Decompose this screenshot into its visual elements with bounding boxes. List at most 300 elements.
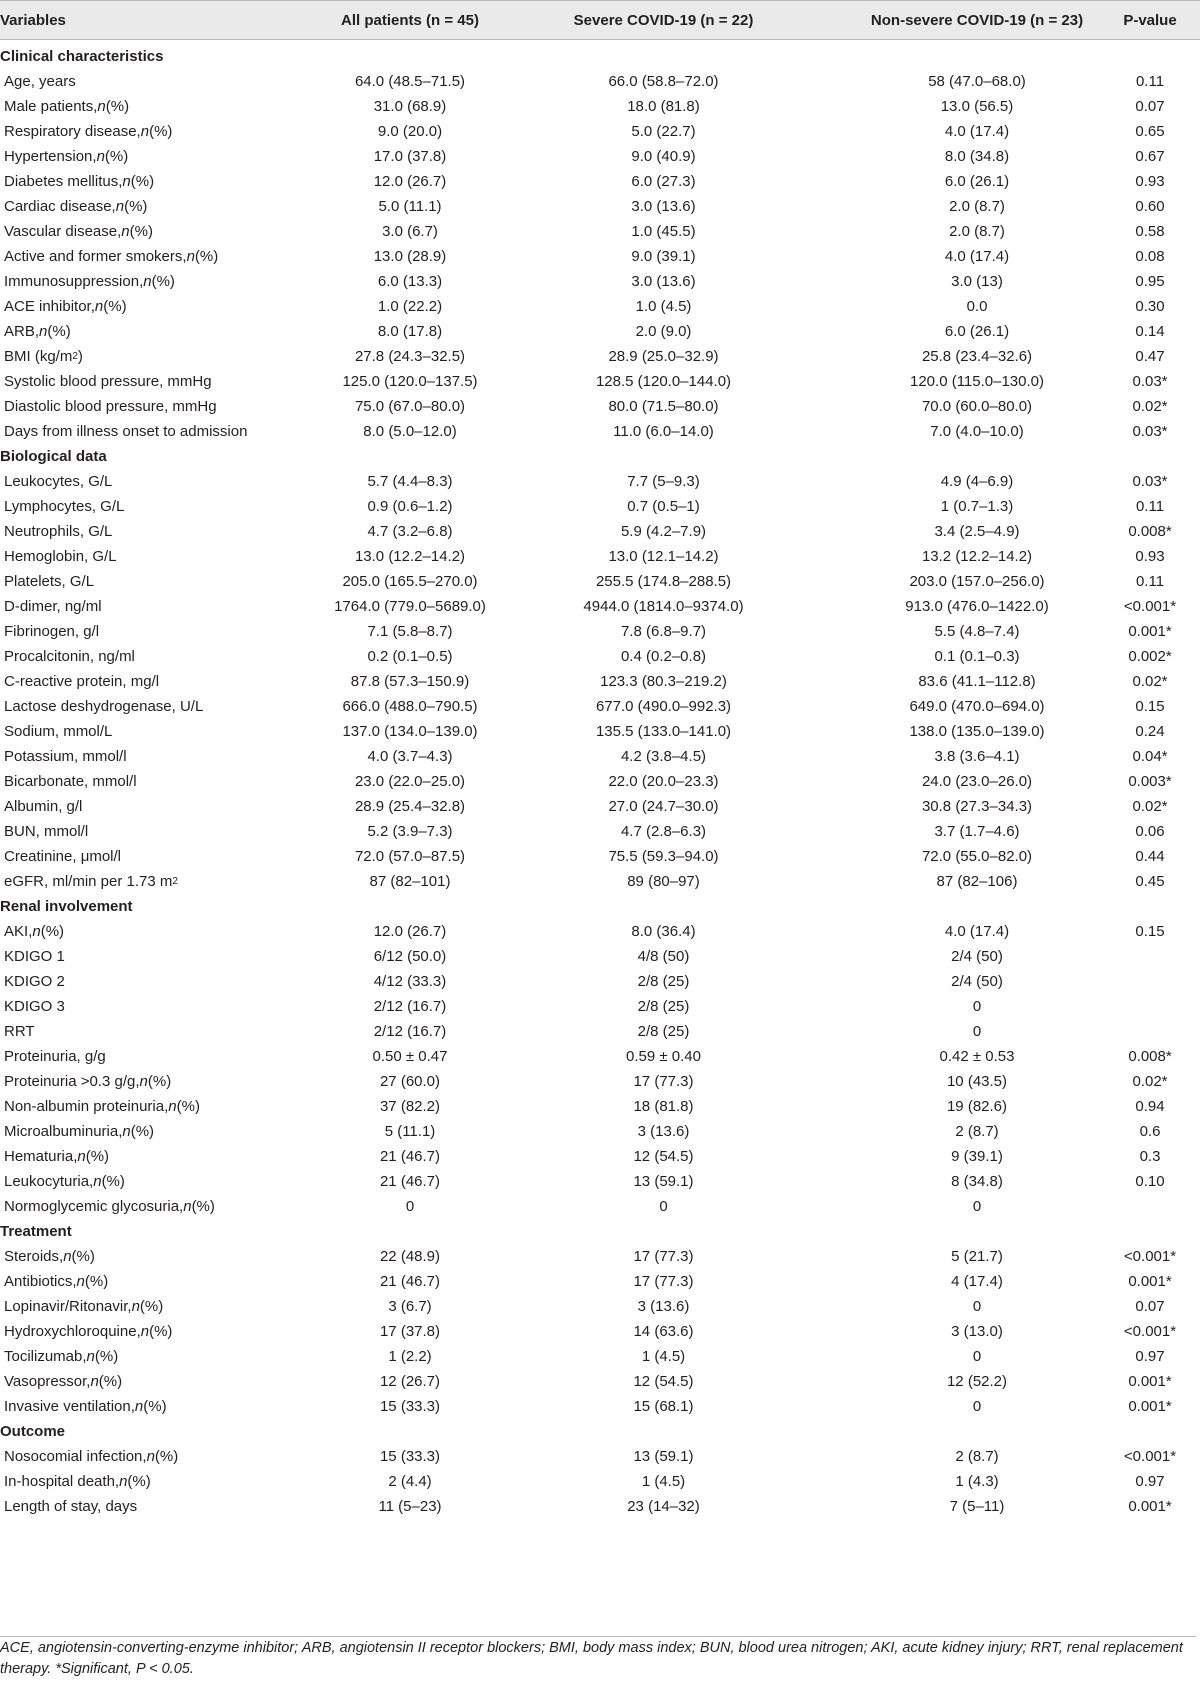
row-label: Diastolic blood pressure, mmHg	[4, 397, 217, 415]
cell-all-patients: 87.8 (57.3–150.9)	[350, 672, 470, 690]
row-label: Albumin, g/l	[4, 797, 83, 815]
row-label: KDIGO 1	[4, 947, 65, 965]
table-row	[0, 1343, 1200, 1369]
cell-severe: 9.0 (39.1)	[631, 247, 696, 265]
table-row	[0, 418, 1200, 444]
cell-p-value: 0.03*	[1132, 422, 1168, 440]
row-label: Hydroxychloroquine, n (%)	[4, 1322, 173, 1340]
cell-all-patients: 6/12 (50.0)	[373, 947, 447, 965]
cell-all-patients: 21 (46.7)	[379, 1272, 441, 1290]
cell-all-patients: 13.0 (12.2–14.2)	[354, 547, 466, 565]
cell-all-patients: 3.0 (6.7)	[382, 222, 438, 240]
table-row	[0, 618, 1200, 644]
cell-all-patients: 28.9 (25.4–32.8)	[354, 797, 466, 815]
cell-p-value: 0.001*	[1128, 1497, 1172, 1515]
cell-all-patients: 8.0 (17.8)	[377, 322, 443, 340]
cell-non-severe: 3.0 (13)	[951, 272, 1003, 290]
cell-p-value: 0.08	[1135, 247, 1165, 265]
cell-p-value: 0.001*	[1128, 1272, 1172, 1290]
cell-all-patients: 8.0 (5.0–12.0)	[363, 422, 457, 440]
cell-non-severe: 138.0 (135.0–139.0)	[909, 722, 1045, 740]
row-label: AKI, n (%)	[4, 922, 65, 940]
table-row	[0, 743, 1200, 769]
cell-all-patients: 2/12 (16.7)	[373, 997, 447, 1015]
row-label: Procalcitonin, ng/ml	[4, 647, 135, 665]
cell-severe: 17 (77.3)	[633, 1272, 694, 1290]
cell-p-value: 0.15	[1135, 697, 1165, 715]
section-title: Biological data	[0, 447, 107, 465]
cell-all-patients: 3 (6.7)	[388, 1297, 432, 1315]
cell-non-severe: 0	[972, 1022, 982, 1040]
cell-non-severe: 0	[972, 1397, 982, 1415]
cell-p-value: 0.30	[1135, 297, 1165, 315]
header-severe: Severe COVID-19 (n = 22)	[573, 11, 754, 29]
cell-p-value: 0.11	[1135, 497, 1165, 515]
header-p-value: P-value	[1123, 11, 1177, 29]
section-row	[0, 1418, 1200, 1444]
cell-non-severe: 0.0	[966, 297, 988, 315]
row-label: KDIGO 3	[4, 997, 65, 1015]
cell-severe: 2/8 (25)	[637, 997, 690, 1015]
cell-non-severe: 0.1 (0.1–0.3)	[934, 647, 1020, 665]
cell-p-value: 0.02*	[1132, 397, 1168, 415]
section-title: Outcome	[0, 1422, 66, 1440]
cell-non-severe: 5.5 (4.8–7.4)	[934, 622, 1020, 640]
cell-all-patients: 5 (11.1)	[384, 1122, 436, 1140]
cell-non-severe: 8 (34.8)	[951, 1172, 1003, 1190]
cell-non-severe: 5 (21.7)	[951, 1247, 1003, 1265]
row-label: BMI (kg/m 2 )	[4, 347, 83, 365]
row-label: D-dimer, ng/ml	[4, 597, 102, 615]
row-label: Hematuria, n (%)	[4, 1147, 110, 1165]
cell-non-severe: 2/4 (50)	[951, 947, 1003, 965]
cell-p-value: 0.003*	[1128, 772, 1172, 790]
table-row	[0, 68, 1200, 94]
cell-all-patients: 0	[405, 1197, 415, 1215]
cell-p-value: 0.97	[1135, 1347, 1165, 1365]
row-label: Lopinavir/Ritonavir, n (%)	[4, 1297, 164, 1315]
cell-all-patients: 6.0 (13.3)	[377, 272, 443, 290]
cell-severe: 12 (54.5)	[633, 1147, 694, 1165]
cell-non-severe: 6.0 (26.1)	[944, 172, 1010, 190]
cell-p-value: <0.001*	[1123, 597, 1177, 615]
row-label: KDIGO 2	[4, 972, 65, 990]
cell-p-value: 0.93	[1135, 547, 1165, 565]
cell-all-patients: 205.0 (165.5–270.0)	[342, 572, 478, 590]
row-label: Vascular disease, n (%)	[4, 222, 153, 240]
cell-all-patients: 137.0 (134.0–139.0)	[342, 722, 478, 740]
cell-severe: 3 (13.6)	[637, 1122, 690, 1140]
cell-severe: 18 (81.8)	[633, 1097, 694, 1115]
row-label: Leukocyturia, n (%)	[4, 1172, 125, 1190]
row-label: ARB, n (%)	[4, 322, 71, 340]
cell-severe: 0.59 ± 0.40	[626, 1047, 701, 1065]
cell-p-value: 0.008*	[1128, 1047, 1172, 1065]
section-row	[0, 443, 1200, 469]
cell-non-severe: 3.7 (1.7–4.6)	[934, 822, 1020, 840]
section-title: Clinical characteristics	[0, 47, 164, 65]
row-label: Lymphocytes, G/L	[4, 497, 125, 515]
cell-p-value: 0.60	[1135, 197, 1165, 215]
table-row	[0, 243, 1200, 269]
cell-non-severe: 19 (82.6)	[946, 1097, 1008, 1115]
cell-severe: 66.0 (58.8–72.0)	[608, 72, 719, 90]
cell-non-severe: 7.0 (4.0–10.0)	[930, 422, 1024, 440]
table-row	[0, 1493, 1200, 1519]
row-label: Creatinine, μmol/l	[4, 847, 122, 865]
cell-severe: 5.0 (22.7)	[631, 122, 696, 140]
cell-non-severe: 9 (39.1)	[951, 1147, 1003, 1165]
header-variables: Variables	[0, 11, 66, 29]
row-label: BUN, mmol/l	[4, 822, 89, 840]
table-row	[0, 593, 1200, 619]
cell-non-severe: 8.0 (34.8)	[944, 147, 1010, 165]
table-row	[0, 568, 1200, 594]
row-label: Lactose deshydrogenase, U/L	[4, 697, 204, 715]
row-label: Proteinuria, g/g	[4, 1047, 106, 1065]
cell-p-value	[1100, 1018, 1200, 1044]
cell-non-severe: 0.42 ± 0.53	[939, 1047, 1015, 1065]
table-row	[0, 768, 1200, 794]
cell-non-severe: 1 (0.7–1.3)	[940, 497, 1014, 515]
cell-severe: 8.0 (36.4)	[631, 922, 696, 940]
table-row	[0, 393, 1200, 419]
cell-all-patients: 27.8 (24.3–32.5)	[354, 347, 466, 365]
row-label: Proteinuria >0.3 g/g, n (%)	[4, 1072, 172, 1090]
table-row	[0, 118, 1200, 144]
cell-all-patients: 17 (37.8)	[379, 1322, 441, 1340]
table-row	[0, 293, 1200, 319]
row-label: Microalbuminuria, n (%)	[4, 1122, 155, 1140]
cell-non-severe: 10 (43.5)	[946, 1072, 1008, 1090]
cell-all-patients: 31.0 (68.9)	[373, 97, 447, 115]
cell-all-patients: 75.0 (67.0–80.0)	[354, 397, 466, 415]
cell-p-value: 0.24	[1135, 722, 1165, 740]
cell-severe: 6.0 (27.3)	[631, 172, 696, 190]
row-label: Non-albumin proteinuria, n (%)	[4, 1097, 200, 1115]
cell-p-value: 0.3	[1139, 1147, 1161, 1165]
cell-all-patients: 0.9 (0.6–1.2)	[367, 497, 453, 515]
table-row	[0, 868, 1200, 894]
row-label: Age, years	[4, 72, 76, 90]
cell-severe: 23 (14–32)	[627, 1497, 700, 1515]
row-label: In-hospital death, n (%)	[4, 1472, 151, 1490]
table-row	[0, 1043, 1200, 1069]
table-row	[0, 1118, 1200, 1144]
cell-p-value: 0.001*	[1128, 1397, 1172, 1415]
cell-non-severe: 3 (13.0)	[951, 1322, 1003, 1340]
cell-severe: 677.0 (490.0–992.3)	[595, 697, 732, 715]
row-label: Nosocomial infection, n (%)	[4, 1447, 179, 1465]
row-label: Male patients, n (%)	[4, 97, 130, 115]
cell-non-severe: 7 (5–11)	[949, 1497, 1005, 1515]
cell-severe: 13.0 (12.1–14.2)	[608, 547, 719, 565]
table-row	[0, 268, 1200, 294]
cell-all-patients: 72.0 (57.0–87.5)	[354, 847, 466, 865]
cell-p-value: 0.47	[1135, 347, 1165, 365]
cell-p-value: 0.97	[1135, 1472, 1165, 1490]
cell-non-severe: 13.2 (12.2–14.2)	[921, 547, 1033, 565]
cell-non-severe: 0	[972, 997, 982, 1015]
row-label: Vasopressor, n (%)	[4, 1372, 123, 1390]
row-label: Hypertension, n (%)	[4, 147, 129, 165]
cell-severe: 5.9 (4.2–7.9)	[620, 522, 707, 540]
cell-severe: 9.0 (40.9)	[631, 147, 696, 165]
table-row	[0, 1443, 1200, 1469]
cell-all-patients: 4/12 (33.3)	[373, 972, 447, 990]
table-row	[0, 1143, 1200, 1169]
cell-all-patients: 15 (33.3)	[379, 1397, 441, 1415]
cell-p-value: 0.002*	[1128, 647, 1172, 665]
cell-p-value: 0.11	[1135, 572, 1165, 590]
cell-non-severe: 203.0 (157.0–256.0)	[909, 572, 1045, 590]
table-row	[0, 818, 1200, 844]
cell-all-patients: 12.0 (26.7)	[373, 172, 447, 190]
cell-non-severe: 13.0 (56.5)	[940, 97, 1014, 115]
cell-severe: 0	[659, 1197, 668, 1215]
row-label: Antibiotics, n (%)	[4, 1272, 109, 1290]
table-row	[0, 1093, 1200, 1119]
row-label: Invasive ventilation, n (%)	[4, 1397, 167, 1415]
cell-p-value: 0.14	[1135, 322, 1165, 340]
table-row	[0, 493, 1200, 519]
cell-all-patients: 4.7 (3.2–6.8)	[367, 522, 453, 540]
cell-p-value: 0.02*	[1132, 672, 1168, 690]
section-title: Treatment	[0, 1222, 72, 1240]
cell-p-value: 0.07	[1135, 1297, 1165, 1315]
cell-non-severe: 0	[972, 1297, 982, 1315]
cell-all-patients: 1.0 (22.2)	[377, 297, 443, 315]
cell-all-patients: 21 (46.7)	[379, 1172, 441, 1190]
table-row	[0, 1393, 1200, 1419]
cell-severe: 13 (59.1)	[633, 1172, 694, 1190]
section-row	[0, 1218, 1200, 1244]
cell-p-value	[1100, 1193, 1200, 1219]
cell-non-severe: 2 (8.7)	[955, 1122, 999, 1140]
cell-severe: 4/8 (50)	[637, 947, 690, 965]
cell-non-severe: 25.8 (23.4–32.6)	[921, 347, 1033, 365]
row-label: Diabetes mellitus, n (%)	[4, 172, 155, 190]
row-label: Cardiac disease, n (%)	[4, 197, 148, 215]
cell-severe: 4.7 (2.8–6.3)	[620, 822, 707, 840]
cell-p-value: 0.008*	[1128, 522, 1172, 540]
cell-severe: 18.0 (81.8)	[627, 97, 700, 115]
cell-severe: 135.5 (133.0–141.0)	[595, 722, 732, 740]
cell-severe: 27.0 (24.7–30.0)	[608, 797, 719, 815]
table-row	[0, 1018, 1200, 1044]
cell-all-patients: 7.1 (5.8–8.7)	[367, 622, 453, 640]
table-row	[0, 668, 1200, 694]
cell-p-value: <0.001*	[1123, 1322, 1177, 1340]
row-label: Leukocytes, G/L	[4, 472, 113, 490]
cell-p-value: 0.15	[1135, 922, 1165, 940]
cell-severe: 3.0 (13.6)	[631, 197, 696, 215]
cell-severe: 89 (80–97)	[627, 872, 700, 890]
cell-p-value	[1100, 943, 1200, 969]
cell-all-patients: 37 (82.2)	[379, 1097, 441, 1115]
cell-p-value: 0.07	[1135, 97, 1165, 115]
cell-all-patients: 22 (48.9)	[379, 1247, 441, 1265]
row-label: Active and former smokers, n (%)	[4, 247, 219, 265]
table-row	[0, 718, 1200, 744]
table-row	[0, 368, 1200, 394]
cell-non-severe: 2.0 (8.7)	[949, 222, 1005, 240]
cell-non-severe: 58 (47.0–68.0)	[928, 72, 1026, 90]
cell-severe: 12 (54.5)	[633, 1372, 694, 1390]
cell-severe: 2/8 (25)	[637, 1022, 690, 1040]
row-label: Hemoglobin, G/L	[4, 547, 117, 565]
table-row	[0, 1243, 1200, 1269]
cell-all-patients: 0.50 ± 0.47	[372, 1047, 448, 1065]
cell-all-patients: 21 (46.7)	[379, 1147, 441, 1165]
row-label: RRT	[4, 1022, 35, 1040]
cell-all-patients: 15 (33.3)	[379, 1447, 441, 1465]
cell-severe: 3 (13.6)	[637, 1297, 690, 1315]
table-row	[0, 1193, 1200, 1219]
table-row	[0, 843, 1200, 869]
table-row	[0, 518, 1200, 544]
row-label: ACE inhibitor, n (%)	[4, 297, 127, 315]
cell-non-severe: 72.0 (55.0–82.0)	[921, 847, 1033, 865]
header-non-severe: Non-severe COVID-19 (n = 23)	[870, 11, 1084, 29]
cell-non-severe: 120.0 (115.0–130.0)	[910, 372, 1044, 390]
cell-non-severe: 2 (8.7)	[955, 1447, 999, 1465]
row-label: Normoglycemic glycosuria, n (%)	[4, 1197, 215, 1215]
cell-severe: 17 (77.3)	[633, 1072, 694, 1090]
table-row	[0, 643, 1200, 669]
cell-p-value: 0.02*	[1132, 797, 1168, 815]
table-row	[0, 543, 1200, 569]
cell-p-value: 0.04*	[1132, 747, 1168, 765]
cell-non-severe: 24.0 (23.0–26.0)	[921, 772, 1033, 790]
cell-severe: 7.8 (6.8–9.7)	[620, 622, 707, 640]
cell-all-patients: 125.0 (120.0–137.5)	[342, 372, 478, 390]
cell-severe: 4944.0 (1814.0–9374.0)	[583, 597, 744, 615]
table-row	[0, 1368, 1200, 1394]
cell-non-severe: 0	[972, 1197, 982, 1215]
row-label: Bicarbonate, mmol/l	[4, 772, 137, 790]
cell-all-patients: 1764.0 (779.0–5689.0)	[334, 597, 486, 615]
row-label: Tocilizumab, n (%)	[4, 1347, 119, 1365]
cell-p-value: 0.67	[1135, 147, 1165, 165]
cell-non-severe: 649.0 (470.0–694.0)	[909, 697, 1045, 715]
row-label: Systolic blood pressure, mmHg	[4, 372, 212, 390]
cell-severe: 2/8 (25)	[637, 972, 690, 990]
cell-severe: 17 (77.3)	[633, 1247, 694, 1265]
cell-severe: 123.3 (80.3–219.2)	[600, 672, 727, 690]
cell-all-patients: 2/12 (16.7)	[373, 1022, 447, 1040]
cell-severe: 15 (68.1)	[633, 1397, 694, 1415]
cell-all-patients: 4.0 (3.7–4.3)	[367, 747, 453, 765]
cell-non-severe: 70.0 (60.0–80.0)	[921, 397, 1033, 415]
cell-non-severe: 30.8 (27.3–34.3)	[921, 797, 1033, 815]
cell-non-severe: 83.6 (41.1–112.8)	[918, 672, 1036, 690]
cell-all-patients: 12.0 (26.7)	[373, 922, 447, 940]
table-row	[0, 1318, 1200, 1344]
table-footnote: ACE, angiotensin-converting-enzyme inhibitor; ARB, angiotensin II receptor blockers; BMI, body mass index; BUN, blood urea nitrogen; AKI, acute kidney injury; RRT, renal replacement therapy. *Significant, P < 0.05.	[0, 1636, 1196, 1680]
cell-p-value	[1100, 968, 1200, 994]
cell-severe: 4.2 (3.8–4.5)	[620, 747, 707, 765]
row-label: Respiratory disease, n (%)	[4, 122, 173, 140]
cell-non-severe: 4.0 (17.4)	[944, 122, 1010, 140]
cell-p-value: <0.001*	[1123, 1447, 1177, 1465]
cell-p-value: 0.58	[1135, 222, 1165, 240]
cell-p-value: <0.001*	[1123, 1247, 1177, 1265]
cell-non-severe: 0	[972, 1347, 982, 1365]
table-row	[0, 218, 1200, 244]
table-row	[0, 1468, 1200, 1494]
row-label: Platelets, G/L	[4, 572, 95, 590]
cell-p-value: 0.44	[1135, 847, 1165, 865]
cell-p-value: 0.94	[1135, 1097, 1165, 1115]
cell-all-patients: 17.0 (37.8)	[373, 147, 447, 165]
row-label: Steroids, n (%)	[4, 1247, 95, 1265]
cell-non-severe: 3.8 (3.6–4.1)	[934, 747, 1020, 765]
cell-non-severe: 87 (82–106)	[936, 872, 1018, 890]
row-label: Sodium, mmol/L	[4, 722, 113, 740]
table-row	[0, 1068, 1200, 1094]
cell-severe: 11.0 (6.0–14.0)	[613, 422, 714, 440]
row-label: Potassium, mmol/l	[4, 747, 127, 765]
cell-p-value: 0.11	[1135, 72, 1165, 90]
cell-non-severe: 913.0 (476.0–1422.0)	[905, 597, 1049, 615]
table-row	[0, 1293, 1200, 1319]
cell-all-patients: 27 (60.0)	[379, 1072, 441, 1090]
cell-all-patients: 5.7 (4.4–8.3)	[367, 472, 453, 490]
row-label: C-reactive protein, mg/l	[4, 672, 160, 690]
cell-p-value: 0.93	[1135, 172, 1165, 190]
cell-all-patients: 13.0 (28.9)	[373, 247, 447, 265]
cell-all-patients: 23.0 (22.0–25.0)	[354, 772, 466, 790]
cell-p-value: 0.10	[1135, 1172, 1165, 1190]
table-row	[0, 343, 1200, 369]
cell-all-patients: 666.0 (488.0–790.5)	[342, 697, 478, 715]
row-label: Days from illness onset to admission	[4, 422, 248, 440]
cell-severe: 2.0 (9.0)	[635, 322, 692, 340]
row-label: Neutrophils, G/L	[4, 522, 113, 540]
cell-non-severe: 6.0 (26.1)	[944, 322, 1010, 340]
cell-non-severe: 4.0 (17.4)	[944, 247, 1010, 265]
cell-severe: 255.5 (174.8–288.5)	[595, 572, 732, 590]
cell-non-severe: 3.4 (2.5–4.9)	[934, 522, 1020, 540]
table-row	[0, 168, 1200, 194]
cell-severe: 1.0 (45.5)	[631, 222, 696, 240]
table-header-row	[0, 0, 1200, 40]
cell-severe: 22.0 (20.0–23.3)	[608, 772, 719, 790]
cell-all-patients: 5.2 (3.9–7.3)	[367, 822, 453, 840]
cell-severe: 80.0 (71.5–80.0)	[608, 397, 719, 415]
cell-all-patients: 5.0 (11.1)	[378, 197, 442, 215]
cell-severe: 0.4 (0.2–0.8)	[620, 647, 707, 665]
cell-all-patients: 2 (4.4)	[388, 1472, 432, 1490]
cell-non-severe: 4.0 (17.4)	[944, 922, 1010, 940]
table-row	[0, 1268, 1200, 1294]
cell-p-value: 0.06	[1135, 822, 1165, 840]
cell-p-value: 0.65	[1135, 122, 1165, 140]
header-all-patients: All patients (n = 45)	[341, 11, 479, 29]
row-label: Fibrinogen, g/l	[4, 622, 100, 640]
cell-severe: 1 (4.5)	[641, 1347, 686, 1365]
table-row	[0, 993, 1200, 1019]
table-row	[0, 318, 1200, 344]
section-title: Renal involvement	[0, 897, 133, 915]
cell-non-severe: 4.9 (4–6.9)	[940, 472, 1014, 490]
cell-severe: 14 (63.6)	[633, 1322, 694, 1340]
cell-non-severe: 2/4 (50)	[951, 972, 1003, 990]
cell-all-patients: 11 (5–23)	[378, 1497, 442, 1515]
table-row	[0, 143, 1200, 169]
cell-p-value: 0.02*	[1132, 1072, 1168, 1090]
